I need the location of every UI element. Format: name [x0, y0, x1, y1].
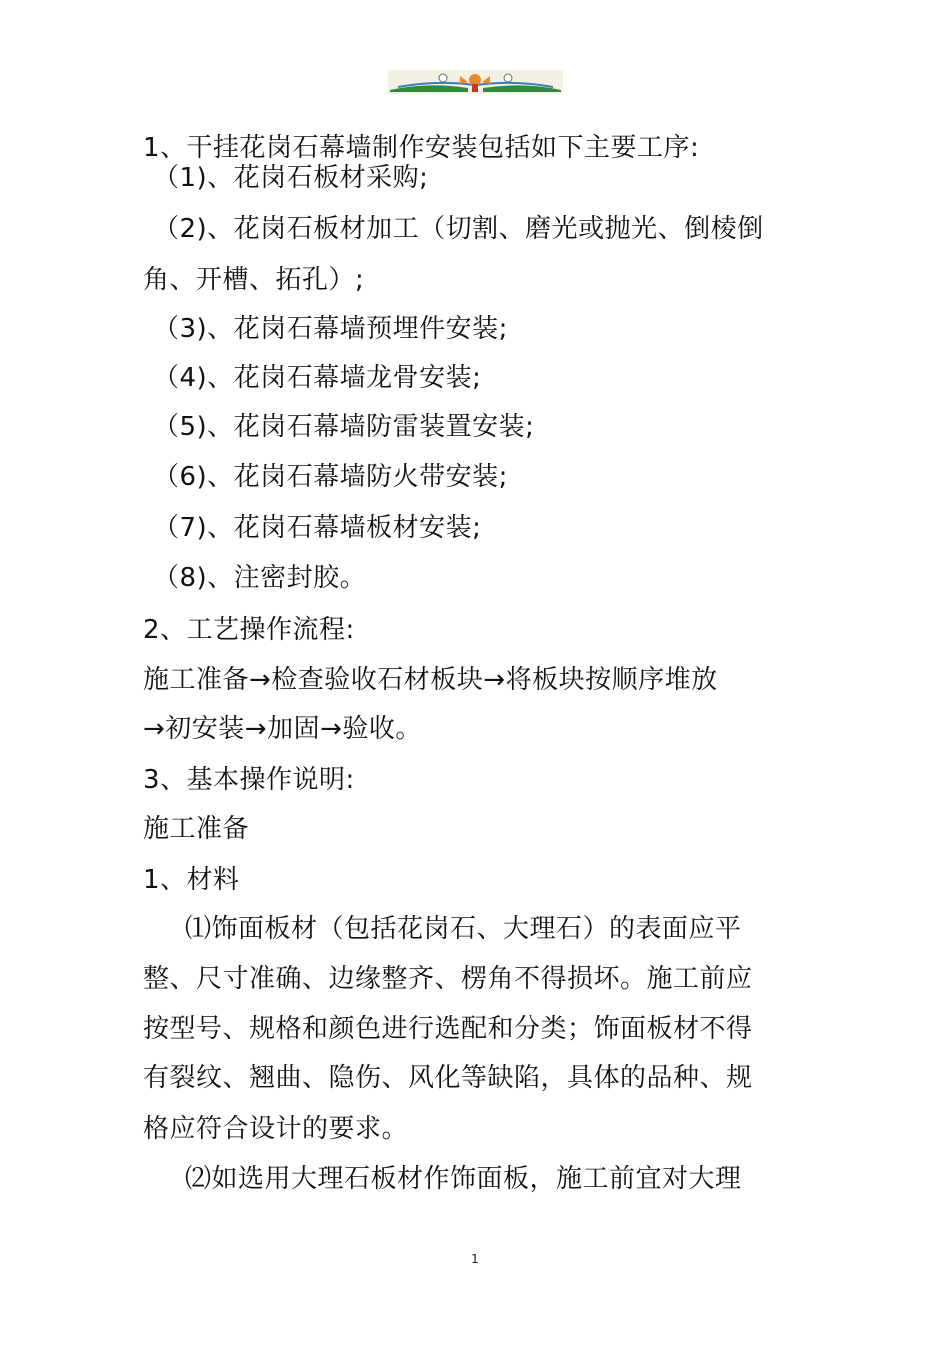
header-logo — [388, 70, 563, 94]
text-line: 施工准备 — [143, 814, 250, 844]
text-line: ⑴饰面板材（包括花岗石、大理石）的表面应平 — [185, 914, 742, 944]
text-line: 2、工艺操作流程: — [143, 615, 355, 645]
text-line: 角、开槽、拓孔）; — [143, 265, 365, 295]
text-line: （6)、花岗石幕墙防火带安装; — [153, 462, 508, 492]
text-line: 施工准备→检查验收石材板块→将板块按顺序堆放 — [143, 665, 718, 695]
text-line: （1)、花岗石板材采购; — [153, 163, 429, 193]
text-line: 整、尺寸准确、边缘整齐、楞角不得损坏。施工前应 — [143, 964, 753, 994]
text-line: （7)、花岗石幕墙板材安装; — [153, 513, 482, 543]
page-number: 1 — [471, 1252, 479, 1266]
text-line: 1、材料 — [143, 865, 240, 895]
text-line: （4)、花岗石幕墙龙骨安装; — [153, 363, 482, 393]
text-line: ⑵如选用大理石板材作饰面板，施工前宜对大理 — [185, 1164, 742, 1194]
text-line: （2)、花岗石板材加工（切割、磨光或抛光、倒棱倒 — [153, 214, 764, 244]
text-line: （8)、注密封胶。 — [153, 563, 367, 593]
text-line: →初安装→加固→验收。 — [143, 714, 422, 744]
text-line: 按型号、规格和颜色进行选配和分类；饰面板材不得 — [143, 1014, 753, 1044]
text-line: （5)、花岗石幕墙防雷装置安装; — [153, 412, 535, 442]
text-line: 1、干挂花岗石幕墙制作安装包括如下主要工序: — [143, 133, 700, 163]
text-line: 3、基本操作说明: — [143, 765, 355, 795]
text-line: 有裂纹、翘曲、隐伤、风化等缺陷，具体的品种、规 — [143, 1063, 753, 1093]
text-line: （3)、花岗石幕墙预埋件安装; — [153, 314, 508, 344]
text-line: 格应符合设计的要求。 — [143, 1114, 409, 1144]
